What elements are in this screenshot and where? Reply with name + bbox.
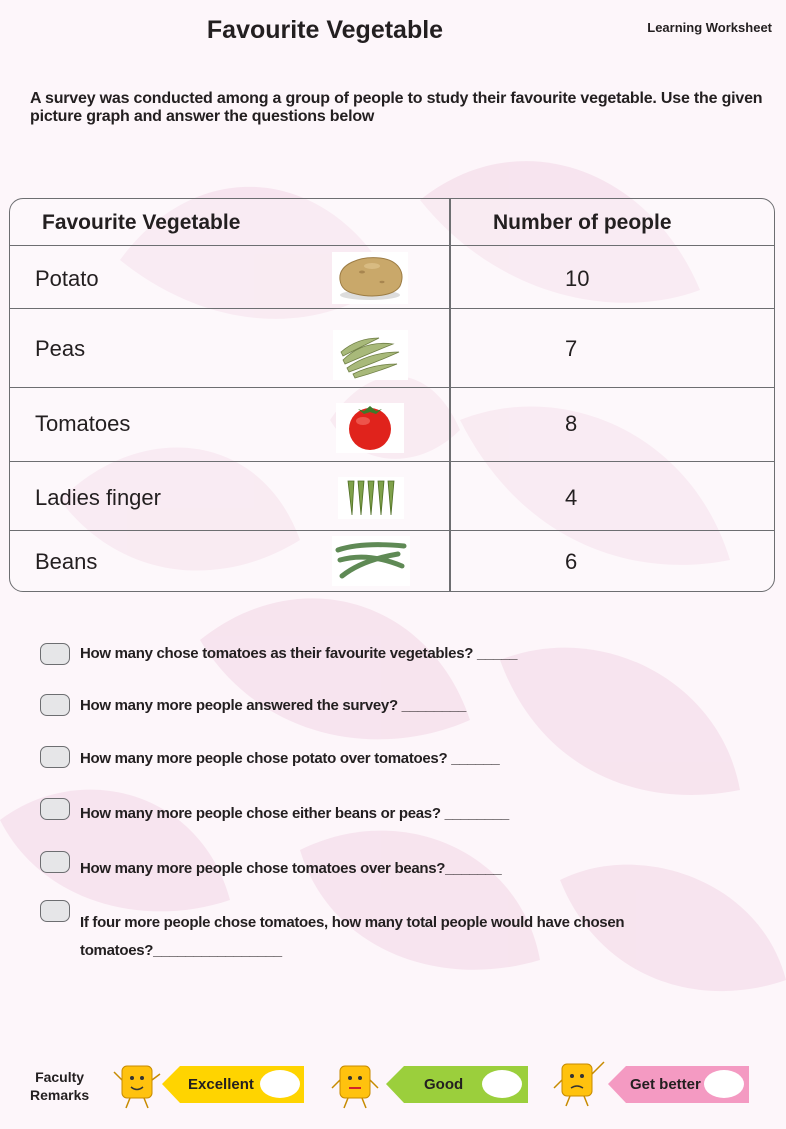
remark-label: Get better	[630, 1076, 701, 1093]
table-row	[10, 389, 774, 462]
remarks-line-2: Remarks	[30, 1087, 90, 1103]
thinking-face-icon	[552, 1058, 608, 1108]
remarks-line-1: Faculty	[35, 1069, 85, 1085]
answer-checkbox[interactable]	[40, 643, 70, 665]
vegetable-count: 8	[565, 411, 578, 436]
table-row	[10, 532, 774, 591]
question-text: How many more people chose potato over tomatoes? ______	[80, 750, 500, 767]
table-row	[10, 246, 774, 309]
vegetable-name: Beans	[35, 549, 98, 574]
remark-label: Excellent	[188, 1076, 254, 1093]
table-row	[10, 463, 774, 531]
happy-face-icon	[112, 1060, 164, 1110]
vegetable-name: Ladies finger	[35, 485, 161, 510]
answer-checkbox[interactable]	[40, 798, 70, 820]
vegetable-count: 7	[565, 336, 578, 361]
remark-label: Good	[424, 1076, 464, 1093]
ladies-finger-icon	[338, 477, 404, 519]
vegetable-name: Tomatoes	[35, 411, 131, 436]
remark-excellent[interactable]	[162, 1066, 304, 1103]
vegetable-count: 10	[565, 266, 590, 291]
answer-checkbox[interactable]	[40, 694, 70, 716]
answer-checkbox[interactable]	[40, 900, 70, 922]
page-title: Favourite Vegetable	[206, 16, 444, 44]
remark-oval	[482, 1070, 522, 1098]
question-text: How many more people answered the survey? ________	[80, 697, 467, 714]
potato-icon	[332, 252, 408, 304]
vegetable-count: 6	[565, 549, 578, 574]
faculty-remarks-label	[30, 1068, 89, 1104]
answer-checkbox[interactable]	[40, 746, 70, 768]
table-header	[10, 199, 774, 246]
header-vegetable: Favourite Vegetable	[42, 211, 241, 234]
neutral-face-icon	[330, 1060, 382, 1110]
brand-label: Learning Worksheet	[647, 20, 772, 35]
header-count: Number of people	[493, 211, 672, 234]
intro-text: A survey was conducted among a group of people to study their favourite vegetable. Use the given picture graph and answer the questions below	[30, 90, 763, 125]
question-text: How many more people chose tomatoes over beans?_______	[80, 860, 502, 877]
vegetable-name: Peas	[35, 336, 86, 361]
beans-icon	[332, 536, 410, 586]
vegetable-count: 4	[565, 485, 578, 510]
remark-oval	[260, 1070, 300, 1098]
question-text: How many chose tomatoes as their favourite vegetables? _____	[80, 645, 518, 662]
remark-oval	[704, 1070, 744, 1098]
remark-good[interactable]	[386, 1066, 528, 1103]
tomato-icon	[336, 403, 404, 453]
answer-checkbox[interactable]	[40, 851, 70, 873]
table-row	[10, 310, 774, 388]
question-text: How many more people chose either beans or peas? ________	[80, 805, 509, 822]
peas-icon	[333, 330, 408, 380]
vegetable-table	[9, 198, 775, 592]
vegetable-name: Potato	[35, 266, 99, 291]
question-text: If four more people chose tomatoes, how many total people would have chosen tomatoes?________________	[80, 914, 625, 959]
remark-get-better[interactable]	[608, 1066, 749, 1103]
